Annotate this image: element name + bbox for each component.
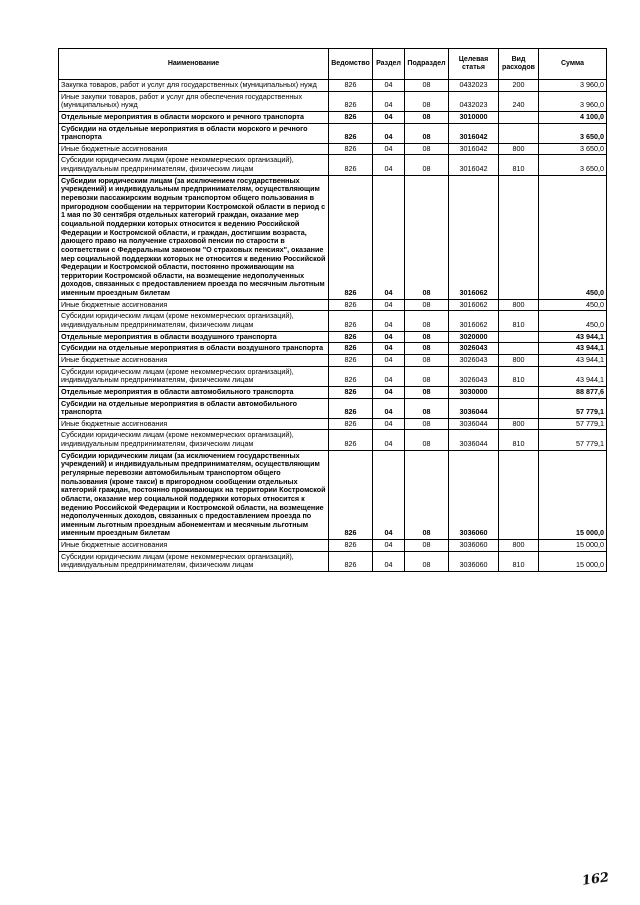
row-podrazdel: 08	[405, 311, 449, 331]
row-celevaya-statya: 0432023	[449, 80, 499, 92]
row-name: Субсидии юридическим лицам (кроме некоммерческих организаций), индивидуальным предпринимателям, физическим лицам	[59, 430, 329, 450]
header-razdel: Раздел	[373, 49, 405, 80]
row-podrazdel: 08	[405, 551, 449, 571]
row-celevaya-statya: 3016062	[449, 175, 499, 299]
row-podrazdel: 08	[405, 450, 449, 539]
row-vedomstvo: 826	[329, 155, 373, 175]
row-vid-rashodov: 240	[499, 91, 539, 111]
row-podrazdel: 08	[405, 386, 449, 398]
row-vedomstvo: 826	[329, 111, 373, 123]
row-name: Субсидии юридическим лицам (за исключением государственных учреждений) и индивидуальным предпринимателям, осуществляющим регулярные перевозки автомобильным транспортом общего пользования (кроме такси) в пригородном сообщении отдельных категорий граждан, постоянно проживающих на территории Костромской области, оказание мер социальной поддержки которых относится к ведению Российской Федерации и Костромской области, на возмещение недополученных доходов, связанных с предоставлением проезда по именным льготным проездным абонементам и месячным льготным именным проездным билетам	[59, 450, 329, 539]
row-razdel: 04	[373, 143, 405, 155]
row-razdel: 04	[373, 155, 405, 175]
row-razdel: 04	[373, 551, 405, 571]
row-name: Субсидии юридическим лицам (кроме некоммерческих организаций), индивидуальным предпринимателям, физическим лицам	[59, 366, 329, 386]
row-vid-rashodov: 200	[499, 80, 539, 92]
row-celevaya-statya: 3036044	[449, 418, 499, 430]
row-podrazdel: 08	[405, 331, 449, 343]
row-vedomstvo: 826	[329, 80, 373, 92]
row-summa: 3 650,0	[539, 143, 607, 155]
row-podrazdel: 08	[405, 343, 449, 355]
header-podrazdel: Подраздел	[405, 49, 449, 80]
table-row	[59, 155, 607, 175]
row-celevaya-statya: 3026043	[449, 354, 499, 366]
table-row	[59, 331, 607, 343]
header-celevaya-statya: Целевая статья	[449, 49, 499, 80]
row-name: Субсидии на отдельные мероприятия в области морского и речного транспорта	[59, 123, 329, 143]
table-row	[59, 386, 607, 398]
row-vid-rashodov	[499, 331, 539, 343]
row-vid-rashodov	[499, 175, 539, 299]
row-razdel: 04	[373, 343, 405, 355]
table-row	[59, 450, 607, 539]
row-vedomstvo: 826	[329, 123, 373, 143]
row-name: Отдельные мероприятия в области автомобильного транспорта	[59, 386, 329, 398]
row-summa: 57 779,1	[539, 398, 607, 418]
row-name: Иные бюджетные ассигнования	[59, 299, 329, 311]
row-podrazdel: 08	[405, 175, 449, 299]
budget-table	[58, 48, 607, 572]
table-row	[59, 366, 607, 386]
row-vid-rashodov: 800	[499, 540, 539, 552]
row-celevaya-statya: 3036044	[449, 430, 499, 450]
row-vid-rashodov: 810	[499, 366, 539, 386]
row-vedomstvo: 826	[329, 366, 373, 386]
row-vedomstvo: 826	[329, 343, 373, 355]
row-podrazdel: 08	[405, 91, 449, 111]
header-summa: Сумма	[539, 49, 607, 80]
row-vid-rashodov	[499, 111, 539, 123]
row-summa: 43 944,1	[539, 354, 607, 366]
row-podrazdel: 08	[405, 123, 449, 143]
row-vid-rashodov	[499, 386, 539, 398]
row-summa: 3 960,0	[539, 91, 607, 111]
row-vedomstvo: 826	[329, 450, 373, 539]
row-vid-rashodov: 810	[499, 155, 539, 175]
row-razdel: 04	[373, 331, 405, 343]
header-row	[59, 49, 607, 80]
row-summa: 450,0	[539, 175, 607, 299]
row-name: Закупка товаров, работ и услуг для государственных (муниципальных) нужд	[59, 80, 329, 92]
row-vid-rashodov: 810	[499, 311, 539, 331]
row-vid-rashodov: 800	[499, 354, 539, 366]
row-summa: 43 944,1	[539, 366, 607, 386]
row-celevaya-statya: 3036044	[449, 398, 499, 418]
row-name: Отдельные мероприятия в области морского и речного транспорта	[59, 111, 329, 123]
row-celevaya-statya: 3010000	[449, 111, 499, 123]
row-name: Субсидии юридическим лицам (кроме некоммерческих организаций), индивидуальным предпринимателям, физическим лицам	[59, 551, 329, 571]
row-celevaya-statya: 3016062	[449, 299, 499, 311]
row-vedomstvo: 826	[329, 175, 373, 299]
row-celevaya-statya: 3036060	[449, 450, 499, 539]
row-razdel: 04	[373, 540, 405, 552]
row-podrazdel: 08	[405, 398, 449, 418]
row-vedomstvo: 826	[329, 91, 373, 111]
row-razdel: 04	[373, 175, 405, 299]
row-podrazdel: 08	[405, 80, 449, 92]
row-summa: 88 877,6	[539, 386, 607, 398]
row-summa: 57 779,1	[539, 418, 607, 430]
row-celevaya-statya: 3026043	[449, 343, 499, 355]
row-celevaya-statya: 3016042	[449, 123, 499, 143]
row-name: Отдельные мероприятия в области воздушного транспорта	[59, 331, 329, 343]
row-celevaya-statya: 3030000	[449, 386, 499, 398]
table-row	[59, 80, 607, 92]
row-podrazdel: 08	[405, 111, 449, 123]
budget-sheet	[58, 48, 606, 572]
row-podrazdel: 08	[405, 354, 449, 366]
row-podrazdel: 08	[405, 540, 449, 552]
row-name: Субсидии на отдельные мероприятия в области воздушного транспорта	[59, 343, 329, 355]
row-celevaya-statya: 3016062	[449, 311, 499, 331]
row-celevaya-statya: 0432023	[449, 91, 499, 111]
row-vedomstvo: 826	[329, 354, 373, 366]
row-vedomstvo: 826	[329, 311, 373, 331]
row-podrazdel: 08	[405, 418, 449, 430]
row-name: Иные бюджетные ассигнования	[59, 418, 329, 430]
row-name: Субсидии юридическим лицам (за исключением государственных учреждений) и индивидуальным предпринимателям, осуществляющим перевозки пассажирским водным транспортом общего пользования в пригородном сообщении на территории Костромской области в период с 1 мая по 30 сентября отдельных категорий граждан, оказание мер социальной поддержки которых относится к ведению Российской Федерации и Костромской области, и граждан, достигшим возраста, дающего право на получение страховой пенсии по старости в соответствии с Федеральным законом "О страховых пенсиях", оказание мер социальной поддержки которых не относится к ведению Российской Федерации и Костромской области, постоянно проживающим на территории Костромской области, на возмещение недополученных доходов, связанных с предоставлением проезда по месячным льготным именным проездным билетам	[59, 175, 329, 299]
row-celevaya-statya: 3016042	[449, 143, 499, 155]
table-row	[59, 343, 607, 355]
row-podrazdel: 08	[405, 155, 449, 175]
row-vid-rashodov: 810	[499, 430, 539, 450]
table-row	[59, 123, 607, 143]
row-podrazdel: 08	[405, 430, 449, 450]
row-summa: 15 000,0	[539, 551, 607, 571]
row-summa: 3 650,0	[539, 155, 607, 175]
table-row	[59, 143, 607, 155]
row-vid-rashodov: 810	[499, 551, 539, 571]
row-celevaya-statya: 3026043	[449, 366, 499, 386]
row-summa: 450,0	[539, 299, 607, 311]
table-row	[59, 111, 607, 123]
row-vedomstvo: 826	[329, 540, 373, 552]
row-celevaya-statya: 3020000	[449, 331, 499, 343]
row-summa: 3 960,0	[539, 80, 607, 92]
row-vid-rashodov	[499, 123, 539, 143]
table-row	[59, 418, 607, 430]
row-podrazdel: 08	[405, 366, 449, 386]
table-row	[59, 430, 607, 450]
page-number-handwritten: 162	[581, 870, 611, 889]
row-name: Иные бюджетные ассигнования	[59, 143, 329, 155]
header-vedomstvo: Ведомство	[329, 49, 373, 80]
row-podrazdel: 08	[405, 299, 449, 311]
row-vedomstvo: 826	[329, 386, 373, 398]
row-vedomstvo: 826	[329, 398, 373, 418]
row-summa: 15 000,0	[539, 450, 607, 539]
table-row	[59, 354, 607, 366]
table-row	[59, 540, 607, 552]
row-razdel: 04	[373, 430, 405, 450]
row-razdel: 04	[373, 398, 405, 418]
row-name: Иные закупки товаров, работ и услуг для обеспечения государственных (муниципальных) нужд	[59, 91, 329, 111]
row-summa: 15 000,0	[539, 540, 607, 552]
row-razdel: 04	[373, 299, 405, 311]
table-row	[59, 551, 607, 571]
row-name: Иные бюджетные ассигнования	[59, 354, 329, 366]
row-name: Субсидии на отдельные мероприятия в области автомобильного транспорта	[59, 398, 329, 418]
row-vid-rashodov	[499, 398, 539, 418]
row-vedomstvo: 826	[329, 551, 373, 571]
header-name: Наименование	[59, 49, 329, 80]
row-vid-rashodov	[499, 450, 539, 539]
row-razdel: 04	[373, 386, 405, 398]
table-row	[59, 91, 607, 111]
row-celevaya-statya: 3036060	[449, 551, 499, 571]
row-vedomstvo: 826	[329, 299, 373, 311]
row-vedomstvo: 826	[329, 143, 373, 155]
table-row	[59, 175, 607, 299]
row-name: Иные бюджетные ассигнования	[59, 540, 329, 552]
row-vedomstvo: 826	[329, 418, 373, 430]
row-summa: 450,0	[539, 311, 607, 331]
row-summa: 43 944,1	[539, 331, 607, 343]
row-razdel: 04	[373, 418, 405, 430]
row-razdel: 04	[373, 111, 405, 123]
row-celevaya-statya: 3016042	[449, 155, 499, 175]
row-vid-rashodov: 800	[499, 143, 539, 155]
row-vedomstvo: 826	[329, 430, 373, 450]
row-vid-rashodov	[499, 343, 539, 355]
row-summa: 43 944,1	[539, 343, 607, 355]
table-row	[59, 299, 607, 311]
row-summa: 3 650,0	[539, 123, 607, 143]
row-podrazdel: 08	[405, 143, 449, 155]
table-row	[59, 311, 607, 331]
row-summa: 57 779,1	[539, 430, 607, 450]
row-razdel: 04	[373, 123, 405, 143]
row-razdel: 04	[373, 91, 405, 111]
row-razdel: 04	[373, 80, 405, 92]
row-razdel: 04	[373, 311, 405, 331]
row-name: Субсидии юридическим лицам (кроме некоммерческих организаций), индивидуальным предпринимателям, физическим лицам	[59, 155, 329, 175]
row-name: Субсидии юридическим лицам (кроме некоммерческих организаций), индивидуальным предпринимателям, физическим лицам	[59, 311, 329, 331]
header-vid-rashodov: Вид расходов	[499, 49, 539, 80]
row-razdel: 04	[373, 354, 405, 366]
row-summa: 4 100,0	[539, 111, 607, 123]
row-vid-rashodov: 800	[499, 418, 539, 430]
row-vedomstvo: 826	[329, 331, 373, 343]
table-row	[59, 398, 607, 418]
row-vid-rashodov: 800	[499, 299, 539, 311]
row-celevaya-statya: 3036060	[449, 540, 499, 552]
row-razdel: 04	[373, 450, 405, 539]
row-razdel: 04	[373, 366, 405, 386]
